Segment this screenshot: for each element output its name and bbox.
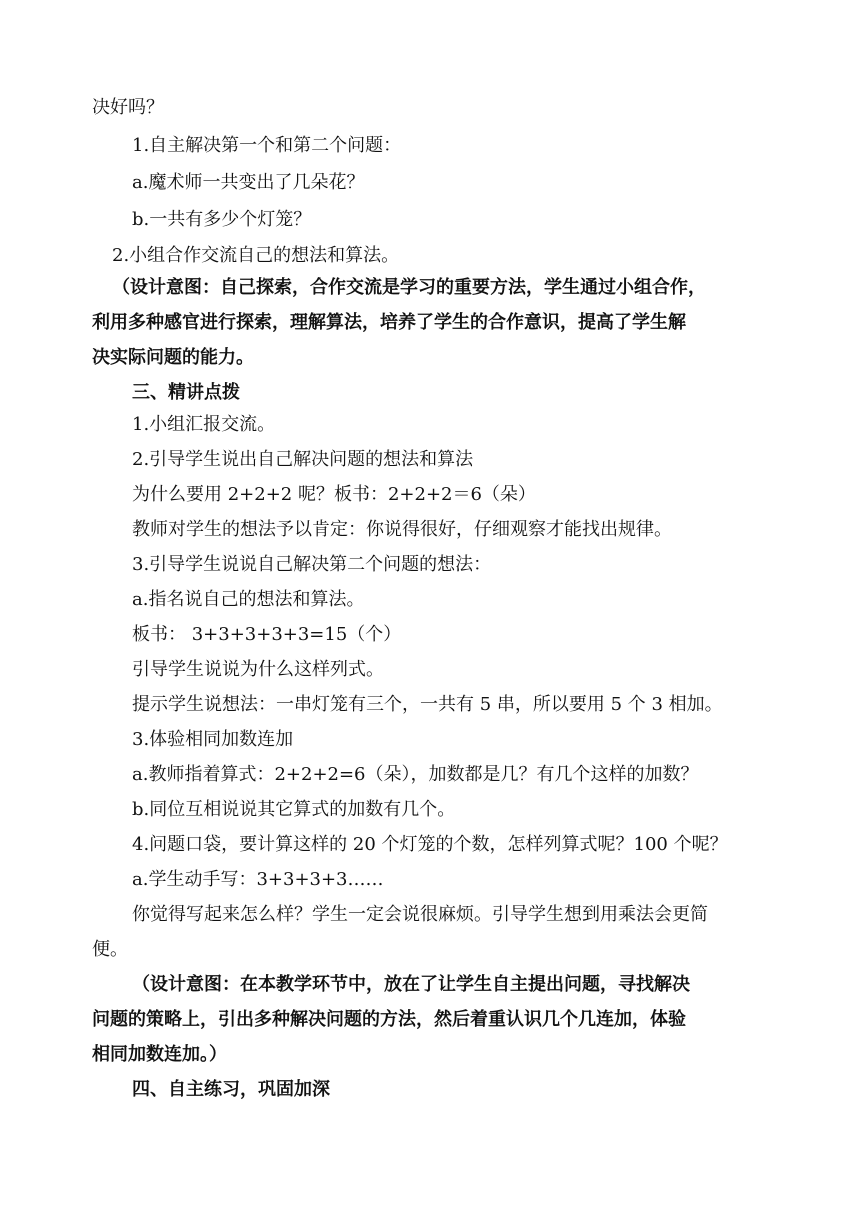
text-line: a.魔术师一共变出了几朵花？ (132, 172, 365, 193)
text-line: 为什么要用 2+2+2 呢？板书：2+2+2＝6（朵） (132, 484, 536, 505)
text-line: 2.小组合作交流自己的想法和算法。 (112, 245, 400, 266)
text-line: 你觉得写起来怎么样？学生一定会说很麻烦。引导学生想到用乘法会更简 (132, 904, 708, 925)
text-line: 1.自主解决第一个和第二个问题： (132, 135, 402, 156)
design-intent-line: 利用多种感官进行探索，理解算法，培养了学生的合作意识，提高了学生解 (92, 312, 686, 333)
design-intent-line: （设计意图：自己探索，合作交流是学习的重要方法，学生通过小组合作， (112, 277, 706, 298)
section-heading: 四、自主练习，巩固加深 (132, 1079, 330, 1100)
text-line: a.学生动手写：3+3+3+3…… (132, 869, 384, 890)
text-line: 提示学生说想法：一串灯笼有三个，一共有 5 串，所以要用 5 个 3 相加。 (132, 694, 723, 715)
design-intent-line: 相同加数连加。） (92, 1044, 227, 1065)
text-line: a.指名说自己的想法和算法。 (132, 589, 365, 610)
design-intent-line: （设计意图：在本教学环节中，放在了让学生自主提出问题，寻找解决 (132, 974, 690, 995)
text-line: 3.引导学生说说自己解决第二个问题的想法： (132, 554, 492, 575)
text-line: 引导学生说说为什么这样列式。 (132, 659, 384, 680)
text-line: 3.体验相同加数连加 (132, 729, 294, 750)
text-line: b.一共有多少个灯笼？ (132, 209, 312, 230)
text-line: b.同位互相说说其它算式的加数有几个。 (132, 799, 456, 820)
text-line: 1.小组汇报交流。 (132, 414, 276, 435)
text-line: a.教师指着算式：2+2+2=6（朵），加数都是几？有几个这样的加数？ (132, 764, 699, 785)
design-intent-line: 问题的策略上，引出多种解决问题的方法，然后着重认识几个几连加，体验 (92, 1009, 686, 1030)
text-line: 4.问题口袋，要计算这样的 20 个灯笼的个数，怎样列算式呢？100 个呢？ (132, 834, 728, 855)
text-line: 教师对学生的想法予以肯定：你说得很好，仔细观察才能找出规律。 (132, 519, 672, 540)
design-intent-line: 决实际问题的能力。 (92, 347, 254, 368)
text-line: 便。 (92, 939, 128, 960)
text-line: 决好吗？ (92, 97, 164, 118)
text-line: 板书： 3+3+3+3+3=15（个） (132, 624, 402, 645)
section-heading: 三、精讲点拨 (132, 382, 240, 403)
text-line: 2.引导学生说出自己解决问题的想法和算法 (132, 449, 474, 470)
